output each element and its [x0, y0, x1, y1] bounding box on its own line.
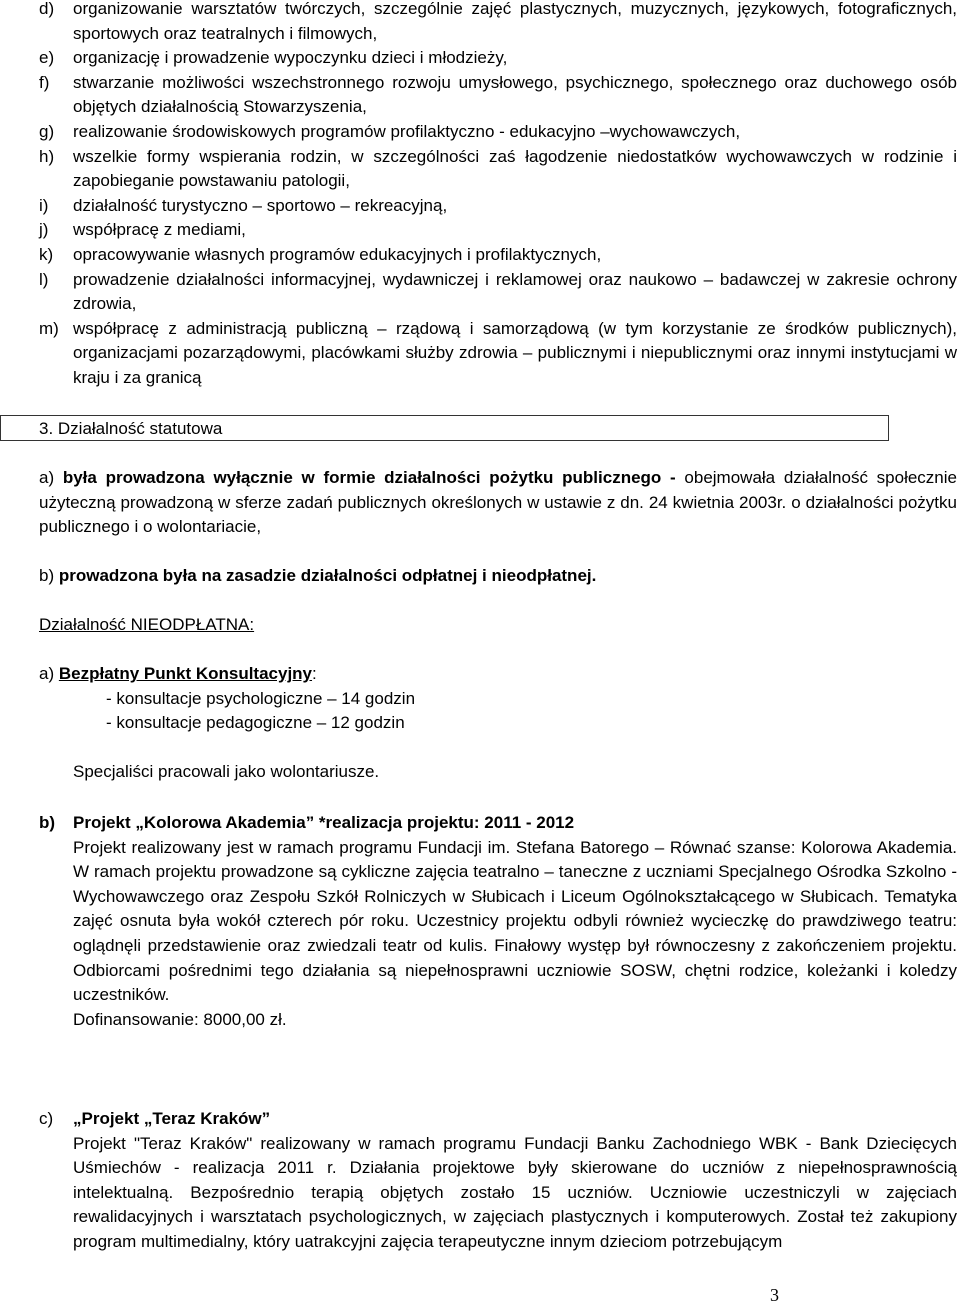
section-3-paragraph-b [39, 564, 957, 589]
list-marker: l) [39, 269, 49, 289]
paragraph-marker: a) [39, 468, 55, 487]
list-marker: e) [39, 48, 55, 68]
list-item [39, 194, 957, 219]
list-marker: k) [39, 244, 54, 264]
list-item [39, 317, 957, 391]
project-title: „Projekt „Teraz Kraków” [73, 1109, 271, 1128]
list-item [39, 218, 957, 243]
list-item [39, 71, 957, 120]
page-number: 3 [770, 1285, 779, 1305]
project-funding: Dofinansowanie: 8000,00 zł. [73, 1009, 287, 1029]
project-description: Projekt "Teraz Kraków" realizowany w ramach programu Fundacji Banku Zachodniego WBK - Bank Dziecięcych Uśmiechów - realizacja 2011 r. Działania projektowe były skierowane do uczniów z niepełnosprawnością intelektualną. Bezpośrednio terapią objętych zostało 15 uczniów. Uczniowie uczestniczyli w zajęciach rewalidacyjnych i warsztatach psychologicznych, w zajęciach plastycznych i komputerowych. Został też zakupiony program multimedialny, który uatrakcyjni zajęcia terapeutyczne innym dzieciom potrzebującym [73, 1133, 957, 1251]
list-item-text: organizację i prowadzenie wypoczynku dzieci i młodzieży, [73, 48, 508, 68]
list-marker: j) [39, 220, 49, 240]
subsection-heading: Działalność NIEODPŁATNA: [39, 615, 255, 634]
list-item [39, 0, 957, 46]
list-item-text: współpracę z mediami, [73, 220, 246, 240]
list-marker: g) [39, 121, 55, 141]
list-item-text: opracowywanie własnych programów edukacyjnych i profilaktycznych, [73, 244, 602, 264]
item-marker: a) [39, 664, 55, 683]
list-item-text: organizowanie warsztatów twórczych, szczególnie zajęć plastycznych, muzycznych, językowych, fotograficznych, sportowych oraz teatralnych i filmowych, [73, 0, 957, 43]
list-marker: f) [39, 72, 50, 92]
consultation-item: - konsultacje pedagogiczne – 12 godzin [106, 713, 405, 733]
list-item-text: stwarzanie możliwości wszechstronnego rozwoju umysłowego, psychicznego, społecznego oraz duchowego osób objętych działalnością Stowarzyszenia, [73, 72, 957, 117]
list-marker: m) [39, 318, 59, 338]
list-marker: i) [39, 195, 49, 215]
section-heading-box [0, 415, 889, 441]
paragraph-bold-text: prowadzona była na zasadzie działalności odpłatnej i nieodpłatnej. [54, 566, 597, 585]
statute-goals-list [39, 0, 957, 391]
list-item-text: współpracę z administracją publiczną – rządową i samorządową (w tym korzystanie ze środków publicznych), organizacjami pozarządowymi, placówkami służby zdrowia – publicznymi i niepublicznymi oraz innymi instytucjami w kraju i za granicą [73, 318, 957, 387]
list-item [39, 145, 957, 194]
list-marker: h) [39, 146, 55, 166]
list-item [39, 46, 957, 71]
item-title: Bezpłatny Punkt Konsultacyjny [58, 664, 313, 683]
item-marker: b) [39, 813, 56, 832]
project-title: Projekt „Kolorowa Akademia” *realizacja projektu: 2011 - 2012 [73, 813, 575, 832]
list-item [39, 120, 957, 145]
list-item-text: działalność turystyczno – sportowo – rekreacyjną, [73, 195, 448, 215]
nieodplatna-heading-block [39, 613, 957, 638]
section-heading: 3. Działalność statutowa [39, 419, 223, 438]
project-kolorowa-akademia [39, 811, 957, 1032]
volunteer-note: Specjaliści pracowali jako wolontariusze. [73, 762, 380, 782]
list-item-text: wszelkie formy wspierania rodzin, w szczególności zaś łagodzenie niedostatków wychowawczych w rodzinie i zapobieganie powstawaniu patologii, [73, 146, 957, 191]
list-item-text: prowadzenie działalności informacyjnej, wydawniczej i reklamowej oraz naukowo – badawczej w zakresie ochrony zdrowia, [73, 269, 957, 314]
item-marker: c) [39, 1109, 54, 1128]
list-item-text: realizowanie środowiskowych programów profilaktyczno - edukacyjno –wychowawczych, [73, 121, 741, 141]
paragraph-marker: b) [39, 566, 55, 585]
paragraph-text: obejmowała działalność społecznie użyteczną prowadzoną w sferze zadań publicznych określonych w ustawie z dn. 24 kwietnia 2003r. o działalności pożytku publicznego i o wolontariacie, [39, 468, 957, 537]
list-item [39, 268, 957, 317]
list-marker: d) [39, 0, 55, 18]
consultation-point-block [39, 662, 957, 785]
section-3-paragraph-a [39, 466, 957, 540]
project-description: Projekt realizowany jest w ramach programu Fundacji im. Stefana Batorego – Równać szanse: Kolorowa Akademia. W ramach projektu prowadzone są cykliczne zajęcia teatralno – taneczne z uczniami Specjalnego Ośrodka Szkolno - Wychowawczego oraz Zespołu Szkół Rolniczych w Słubicach i Liceum Ogólnokształcącego w Słubicach. Tematyka zajęć osnuta była wokół czterech pór roku. Uczestnicy projektu odbyli również wycieczkę do prawdziwego teatru: oglądnęli przedstawienie oraz zwiedzali teatr od kulis. Finałowy występ był równoczesny z zakończeniem projektu. Odbiorcami pośrednimi tego działania są niepełnosprawni uczniowie SOSW, chętni rodzice, koleżanki i koledzy uczestników. [73, 837, 957, 1005]
consultation-item: - konsultacje psychologiczne – 14 godzin [106, 688, 416, 708]
item-title-colon: : [312, 664, 317, 683]
list-item [39, 243, 957, 268]
project-teraz-krakow [39, 1107, 957, 1255]
paragraph-bold-lead: była prowadzona wyłącznie w formie działalności pożytku publicznego - [62, 468, 676, 487]
